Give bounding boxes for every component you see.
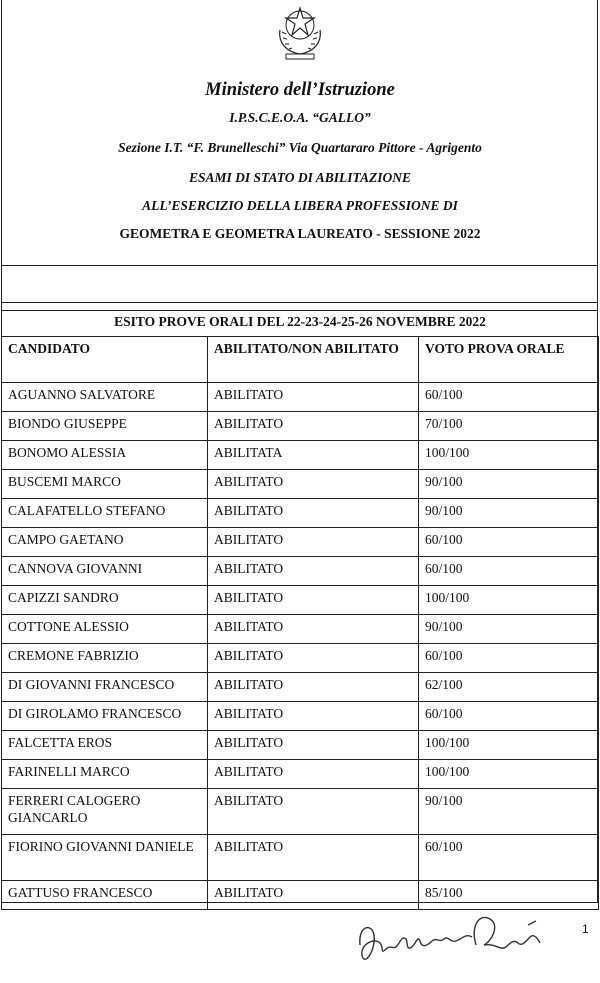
divider (1, 302, 598, 303)
status-cell: ABILITATO (208, 412, 419, 441)
candidate-name: DI GIOVANNI FRANCESCO (2, 673, 208, 702)
section-address: Sezione I.T. “F. Brunelleschi” Via Quartararo Pittore - Agrigento (118, 140, 482, 155)
status-cell: ABILITATO (208, 731, 419, 760)
divider (1, 265, 598, 266)
candidate-name: DI GIROLAMO FRANCESCO (2, 702, 208, 731)
grade-cell: 60/100 (419, 528, 599, 557)
exam-title-line1: ESAMI DI STATO DI ABILITAZIONE (188, 170, 412, 185)
grade-cell: 60/100 (419, 702, 599, 731)
status-cell: ABILITATO (208, 673, 419, 702)
status-cell: ABILITATO (208, 383, 419, 412)
status-cell: ABILITATO (208, 528, 419, 557)
status-cell: ABILITATO (208, 702, 419, 731)
table-row (2, 731, 599, 760)
status-cell: ABILITATO (208, 615, 419, 644)
table-row (2, 644, 599, 673)
candidate-name: AGUANNO SALVATORE (2, 383, 208, 412)
table-row (2, 557, 599, 586)
grade-cell: 70/100 (419, 412, 599, 441)
candidate-name: FERRERI CALOGERO GIANCARLO (2, 789, 208, 835)
grade-cell: 90/100 (419, 470, 599, 499)
candidate-name: COTTONE ALESSIO (2, 615, 208, 644)
italian-republic-emblem-icon (272, 4, 328, 62)
divider (1, 310, 598, 311)
grade-cell: 90/100 (419, 499, 599, 528)
grade-cell: 100/100 (419, 441, 599, 470)
grade-cell: 90/100 (419, 789, 599, 835)
status-cell: ABILITATO (208, 644, 419, 673)
table-row (2, 702, 599, 731)
grade-cell: 60/100 (419, 644, 599, 673)
column-header-grade: VOTO PROVA ORALE (419, 337, 599, 383)
ministry-title: Ministero dell’Istruzione (205, 80, 395, 100)
candidate-name: CANNOVA GIOVANNI (2, 557, 208, 586)
candidate-name: FARINELLI MARCO (2, 760, 208, 789)
table-row (2, 383, 599, 412)
grade-cell: 60/100 (419, 835, 599, 881)
table-header-row (2, 337, 599, 383)
status-cell: ABILITATO (208, 881, 419, 910)
candidate-name: BUSCEMI MARCO (2, 470, 208, 499)
status-cell: ABILITATO (208, 470, 419, 499)
candidate-name: CAMPO GAETANO (2, 528, 208, 557)
results-table (1, 336, 599, 910)
table-row (2, 499, 599, 528)
school-name: I.P.S.C.E.O.A. “GALLO” (229, 110, 371, 125)
grade-cell: 62/100 (419, 673, 599, 702)
page-number: 1 (582, 922, 589, 936)
candidate-name: CAPIZZI SANDRO (2, 586, 208, 615)
exam-title-line2: ALL’ESERCIZIO DELLA LIBERA PROFESSIONE DI (142, 198, 458, 213)
table-row (2, 586, 599, 615)
grade-cell: 85/100 (419, 881, 599, 910)
exam-title-line3: GEOMETRA E GEOMETRA LAUREATO - SESSIONE 2022 (119, 226, 481, 241)
signature (350, 905, 550, 975)
table-row (2, 835, 599, 881)
status-cell: ABILITATO (208, 586, 419, 615)
candidate-name: CALAFATELLO STEFANO (2, 499, 208, 528)
column-header-candidate: CANDIDATO (2, 337, 208, 383)
results-title: ESITO PROVE ORALI DEL 22-23-24-25-26 NOVEMBRE 2022 (114, 314, 486, 329)
table-row (2, 673, 599, 702)
candidate-name: FIORINO GIOVANNI DANIELE (2, 835, 208, 881)
table-row (2, 615, 599, 644)
table-row (2, 789, 599, 835)
candidate-name: GATTUSO FRANCESCO (2, 881, 208, 910)
table-row (2, 441, 599, 470)
table-row (2, 470, 599, 499)
table-row (2, 760, 599, 789)
column-header-status: ABILITATO/NON ABILITATO (208, 337, 419, 383)
status-cell: ABILITATO (208, 760, 419, 789)
grade-cell: 100/100 (419, 760, 599, 789)
candidate-name: CREMONE FABRIZIO (2, 644, 208, 673)
table-row (2, 412, 599, 441)
status-cell: ABILITATO (208, 499, 419, 528)
grade-cell: 90/100 (419, 615, 599, 644)
grade-cell: 100/100 (419, 586, 599, 615)
status-cell: ABILITATA (208, 441, 419, 470)
grade-cell: 100/100 (419, 731, 599, 760)
status-cell: ABILITATO (208, 789, 419, 835)
grade-cell: 60/100 (419, 383, 599, 412)
status-cell: ABILITATO (208, 557, 419, 586)
candidate-name: BIONDO GIUSEPPE (2, 412, 208, 441)
grade-cell: 60/100 (419, 557, 599, 586)
candidate-name: FALCETTA EROS (2, 731, 208, 760)
candidate-name: BONOMO ALESSIA (2, 441, 208, 470)
table-row (2, 528, 599, 557)
status-cell: ABILITATO (208, 835, 419, 881)
